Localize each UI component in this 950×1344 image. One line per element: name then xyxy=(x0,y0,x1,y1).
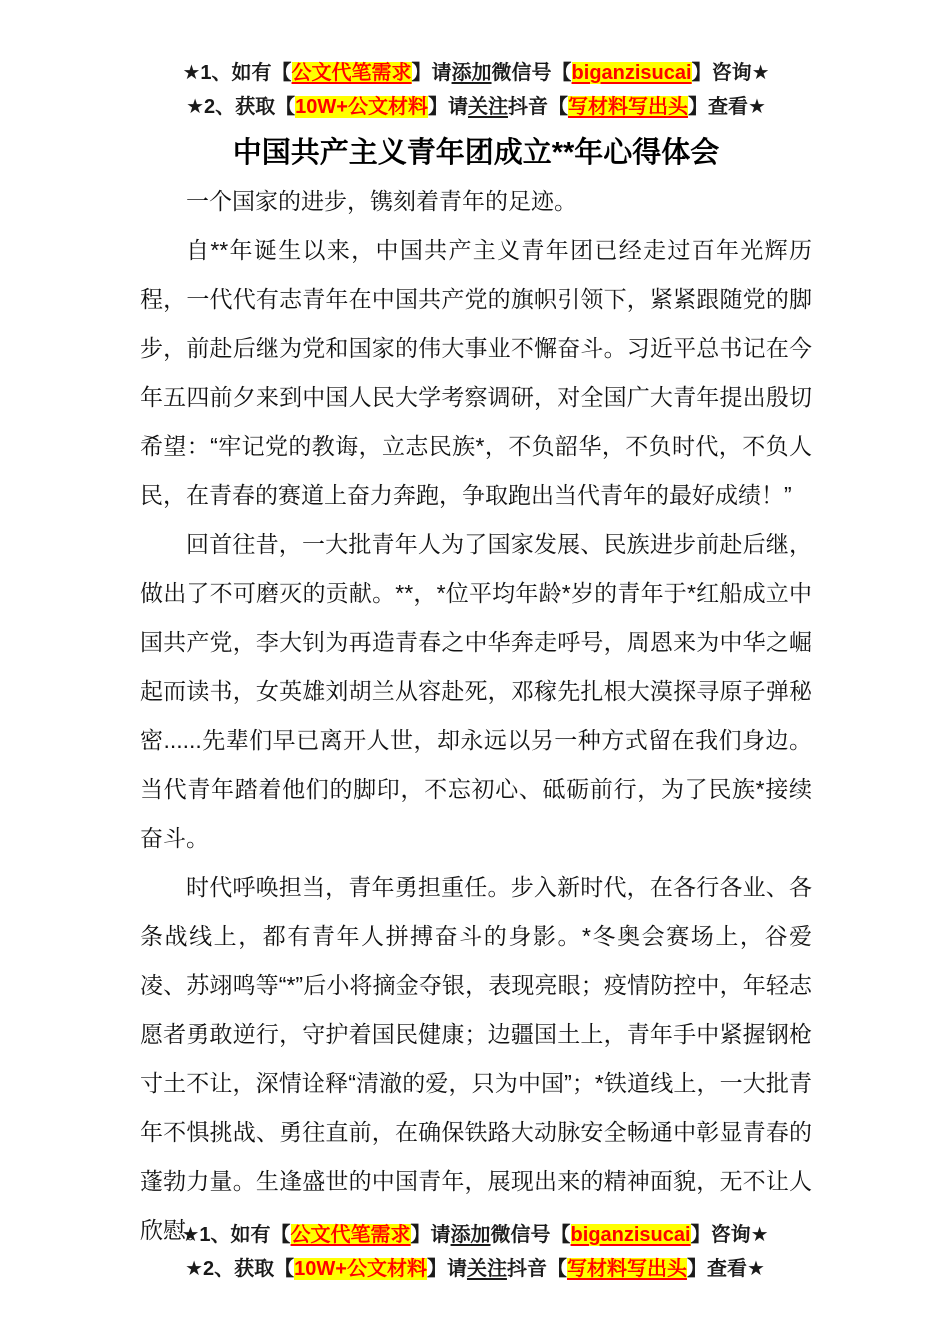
promo-underlined-text: 关注 xyxy=(467,96,508,118)
promo-text: 】查看★ xyxy=(687,96,766,118)
body-paragraph: 时代呼唤担当，青年勇担重任。步入新时代，在各行各业、各条战线上，都有青年人拼搏奋斗的身影。*冬奥会赛场上，谷爱凌、苏翊鸣等“*”后小将摘金夺银，表现亮眼；疫情防控中，年轻志愿者勇敢逆行，守护着国民健康；边疆国土上，青年手中紧握钢枪寸土不让，深情诠释“清澈的爱，只为中国”；*铁道线上，一大批青年不惧挑战、勇往直前，在确保铁路大动脉安全畅通中彰显青春的蓬勃力量。生逢盛世的中国青年，展现出来的精神面貌，无不让人欣慰。 xyxy=(140,874,812,1243)
promo-highlighted-text: 公文代笔需求 xyxy=(290,1224,411,1246)
promo-underlined-text: 添加 xyxy=(450,1224,491,1246)
body-paragraph: 回首往昔，一大批青年人为了国家发展、民族进步前赴后继，做出了不可磨灭的贡献。**，*位平均年龄*岁的青年于*红船成立中国共产党，李大钊为再造青春之中华奔走呼号，周恩来为中华之崛起而读书，女英雄刘胡兰从容赴死，邓稼先扎根大漠探寻原子弹秘密......先辈们早已离开人世，却永远以另一种方式留在我们身边。当代青年踏着他们的脚印，不忘初心、砥砺前行，为了民族*接续奋斗。 xyxy=(140,531,812,851)
promo-highlighted-text: biganzisucai xyxy=(570,1224,691,1246)
promo-highlighted-text: biganzisucai xyxy=(571,62,692,84)
promo-text: 】咨询★ xyxy=(691,62,770,84)
promo-text: ★2、获取【 xyxy=(186,96,296,118)
promo-text: ★1、如有【 xyxy=(182,62,292,84)
promo-text: 微信号【 xyxy=(491,62,572,84)
promo-text: ★2、获取【 xyxy=(185,1258,295,1280)
promo-text: 】查看★ xyxy=(686,1258,765,1280)
promo-text: 】请 xyxy=(410,1224,451,1246)
promo-highlighted-text: 10W+公文材料 xyxy=(295,96,428,118)
promo-text: 】请 xyxy=(427,96,468,118)
promo-text: ★1、如有【 xyxy=(181,1224,291,1246)
document-body xyxy=(140,177,812,1255)
promo-highlighted-text: 写材料写出头 xyxy=(567,96,688,118)
promo-underlined-text: 关注 xyxy=(466,1258,507,1280)
promo-text: 抖音【 xyxy=(506,1258,567,1280)
promo-highlighted-text: 10W+公文材料 xyxy=(294,1258,427,1280)
promo-text: 】咨询★ xyxy=(690,1224,769,1246)
body-paragraph: 自**年诞生以来，中国共产主义青年团已经走过百年光辉历程，一代代有志青年在中国共产党的旗帜引领下，紧紧跟随党的脚步，前赴后继为党和国家的伟大事业不懈奋斗。习近平总书记在今年五四前夕来到中国人民大学考察调研，对全国广大青年提出殷切希望：“牢记党的教诲，立志民族*，不负韶华，不负时代，不负人民，在青春的赛道上奋力奔跑，争取跑出当代青年的最好成绩！” xyxy=(140,237,812,508)
promo-text: 】请 xyxy=(411,62,452,84)
promo-highlighted-text: 写材料写出头 xyxy=(566,1258,687,1280)
footer-promo xyxy=(0,1218,950,1286)
body-paragraph: 一个国家的进步，镌刻着青年的足迹。 xyxy=(186,188,577,214)
footer-promo-line-2 xyxy=(0,1252,950,1286)
promo-underlined-text: 添加 xyxy=(451,62,492,84)
promo-text: 微信号【 xyxy=(490,1224,571,1246)
header-promo-line-1 xyxy=(140,56,812,90)
promo-text: 】请 xyxy=(426,1258,467,1280)
header-promo xyxy=(140,56,812,124)
promo-text: 抖音【 xyxy=(507,96,568,118)
promo-highlighted-text: 公文代笔需求 xyxy=(291,62,412,84)
header-promo-line-2 xyxy=(140,90,812,124)
footer-promo-line-1 xyxy=(0,1218,950,1252)
document-title: 中国共产主义青年团成立**年心得体会 xyxy=(232,137,720,169)
